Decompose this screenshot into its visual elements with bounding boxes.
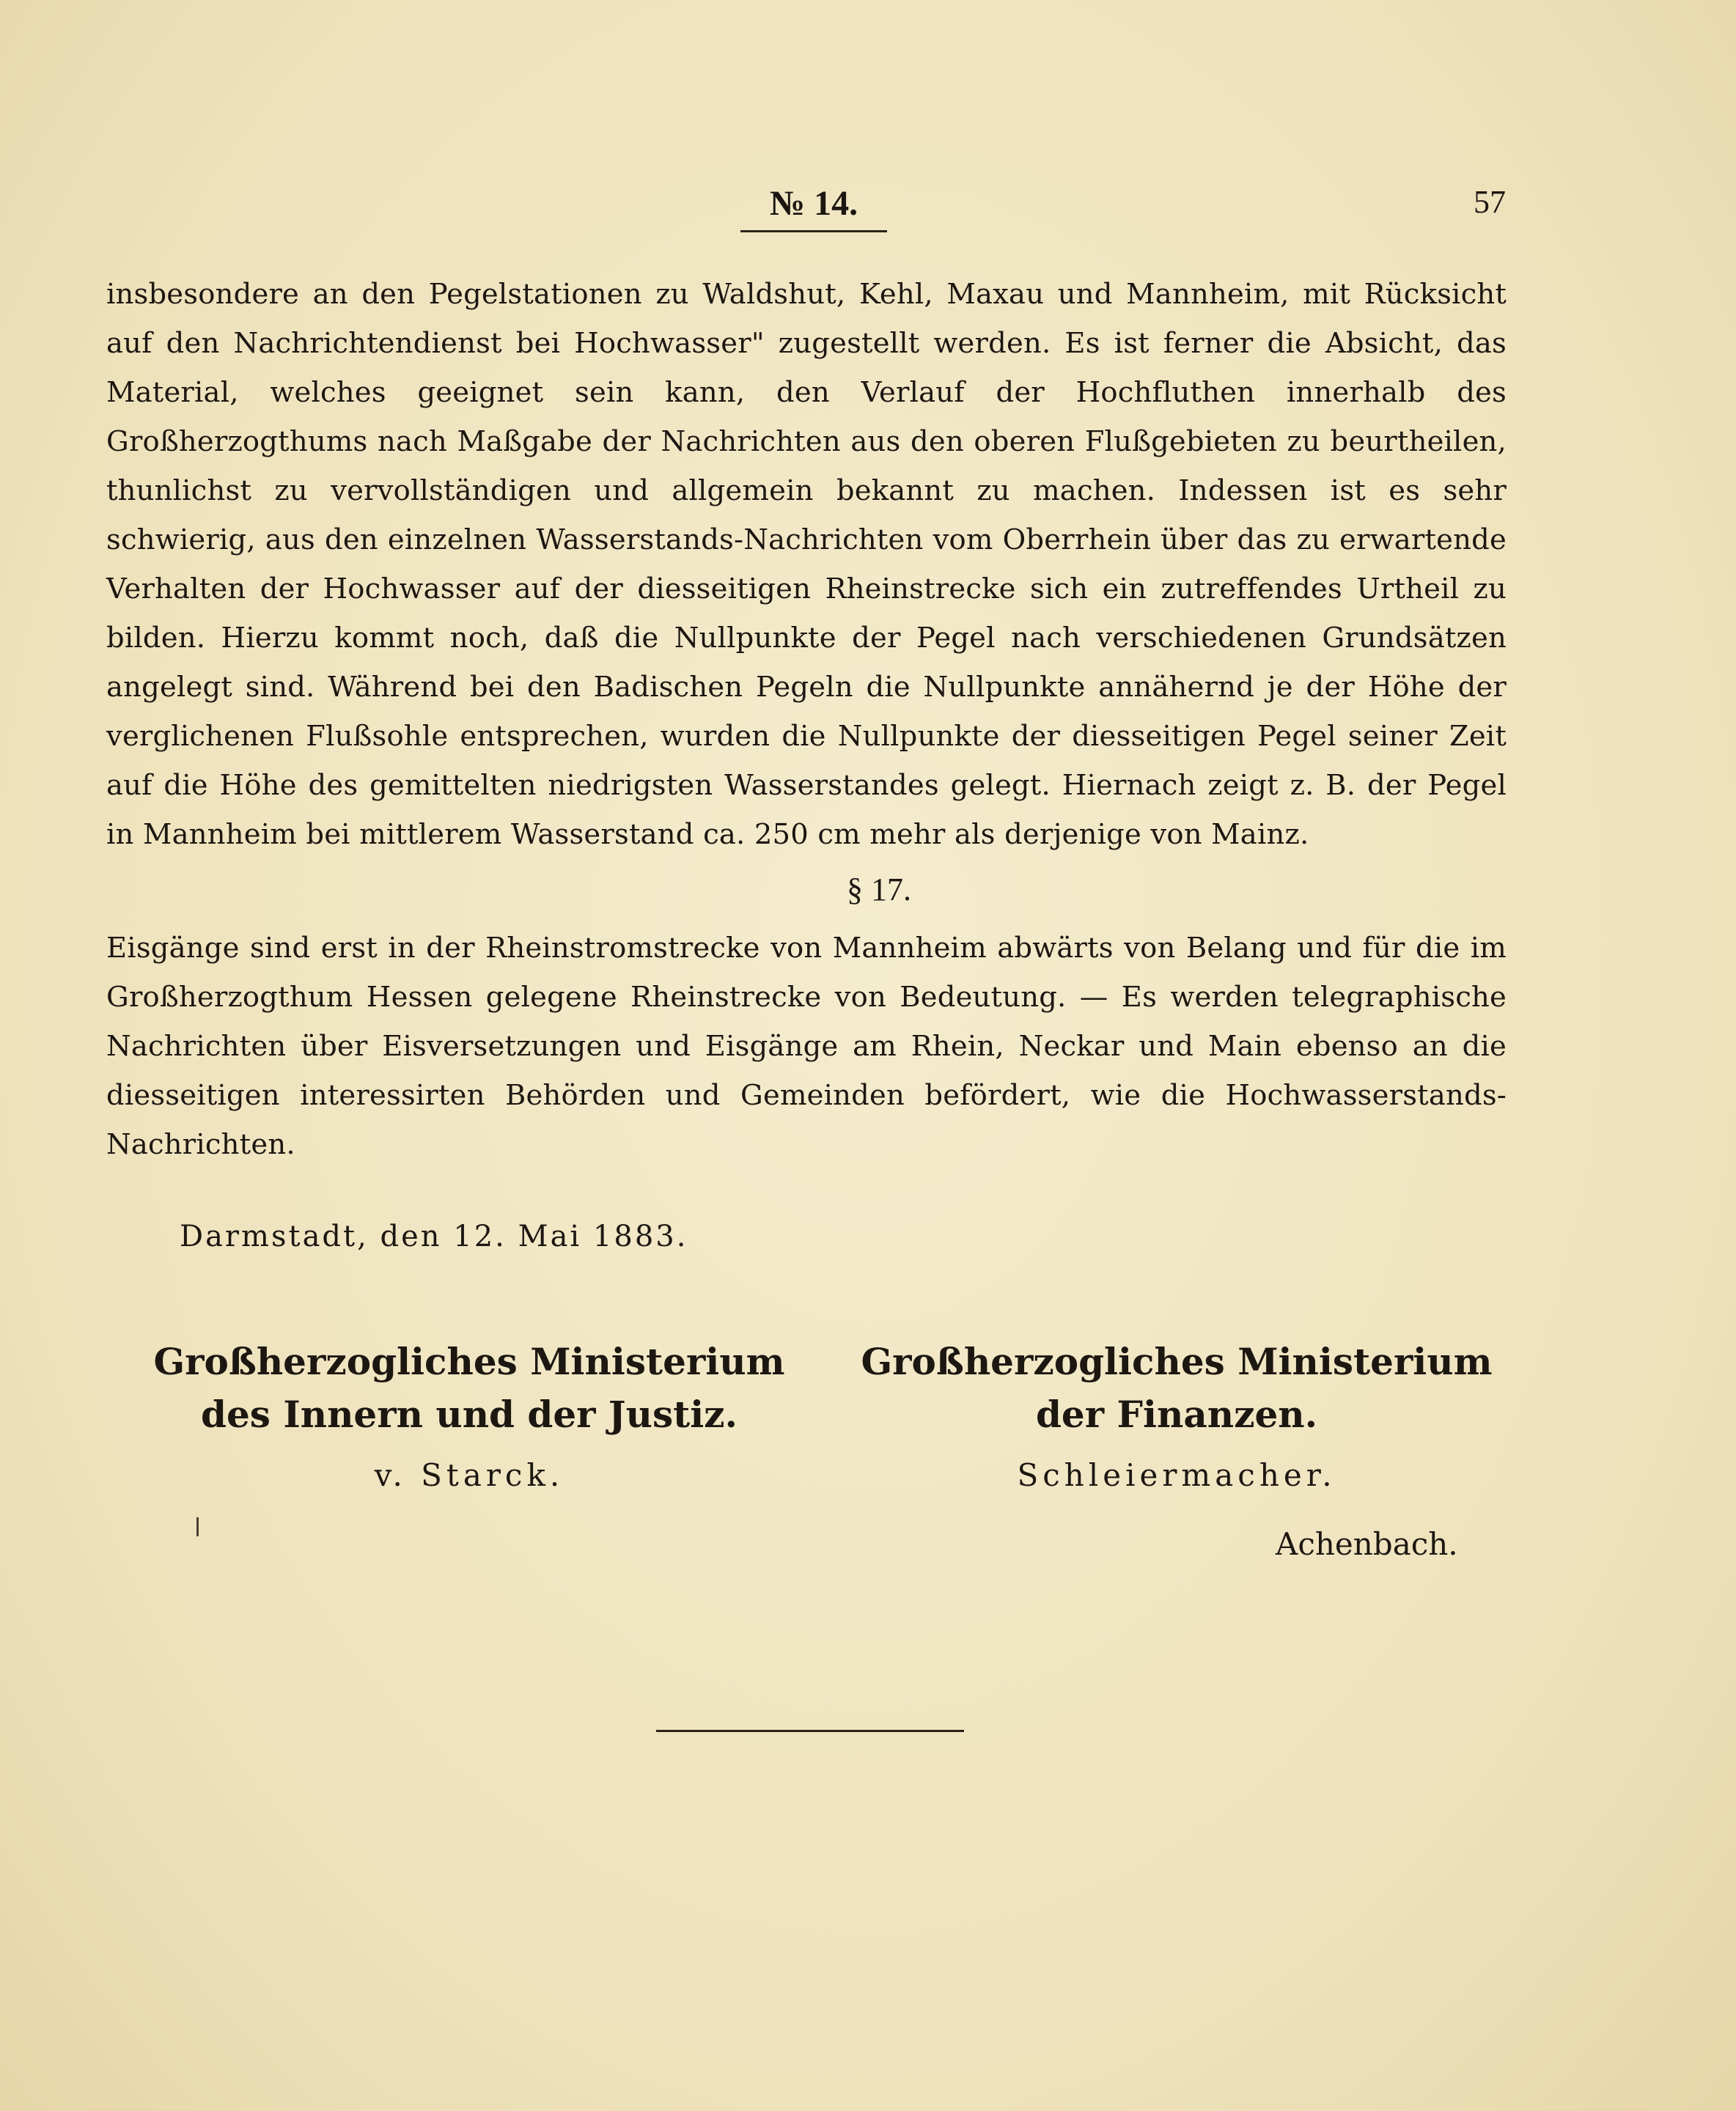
closing-rule — [656, 1730, 964, 1732]
page-header — [0, 183, 1736, 242]
page-number: 57 — [1474, 184, 1506, 220]
signatory-name: v. Starck. — [374, 1457, 564, 1493]
section-heading: § 17. — [847, 872, 911, 907]
ministry-name-line: Großherzogliches Ministerium — [861, 1340, 1493, 1383]
ink-mark — [196, 1517, 199, 1536]
paragraph-eisgaenge: Eisgänge sind erst in der Rheinstromstrecke von Mannheim abwärts von Belang und für die im Großherzogthum Hessen gelegene Rheinstrecke von Bedeutung. — Es werden telegraphische Nachrichten über Eisversetzungen und Eisgänge am Rhein, Neckar und Main ebenso an die diesseitigen interessirten Behörden und Gemeinden befördert, wie die Hochwasserstands-Nachrichten. — [106, 932, 1507, 1161]
ministry-department-line: der Finanzen. — [1035, 1393, 1318, 1436]
date-line: Darmstadt, den 12. Mai 1883. — [180, 1220, 688, 1253]
cosignatory-name: Achenbach. — [1276, 1526, 1458, 1562]
ministry-department-line: des Innern und der Justiz. — [201, 1393, 738, 1436]
signature-ministry-interior — [139, 1336, 799, 1493]
issue-underline — [740, 230, 887, 232]
ministry-name-line: Großherzogliches Ministerium — [153, 1340, 785, 1383]
signatory-name: Schleiermacher. — [1017, 1457, 1336, 1493]
signature-ministry-finance — [847, 1336, 1507, 1493]
issue-number: № 14. — [769, 184, 858, 223]
paragraph-hochwasser: insbesondere an den Pegelstationen zu Waldshut, Kehl, Maxau und Mannheim, mit Rücksicht auf den Nachrichtendienst bei Hochwasser" zugestellt werden. Es ist ferner die Absicht, das Material, welches geeignet sein kann, den Verlauf der Hochfluthen innerhalb des Großherzogthums nach Maßgabe der Nachrichten aus den oberen Flußgebieten zu beurtheilen, thunlichst zu vervollständigen und allgemein bekannt zu machen. Indessen ist es sehr schwierig, aus den einzelnen Wasserstands-Nachrichten vom Oberrhein über das zu erwartende Verhalten der Hochwasser auf der diesseitigen Rheinstrecke sich ein zutreffendes Urtheil zu bilden. Hierzu kommt noch, daß die Nullpunkte der Pegel nach verschiedenen Grundsätzen angelegt sind. Während bei den Badischen Pegeln die Nullpunkte annähernd je der Höhe der verglichenen Flußsohle entsprechen, wurden die Nullpunkte der diesseitigen Pegel seiner Zeit auf die Höhe des gemittelten niedrigsten Wasserstandes gelegt. Hiernach zeigt z. B. der Pegel in Mannheim bei mittlerem Wasserstand ca. 250 cm mehr als derjenige von Mainz. — [106, 278, 1507, 851]
